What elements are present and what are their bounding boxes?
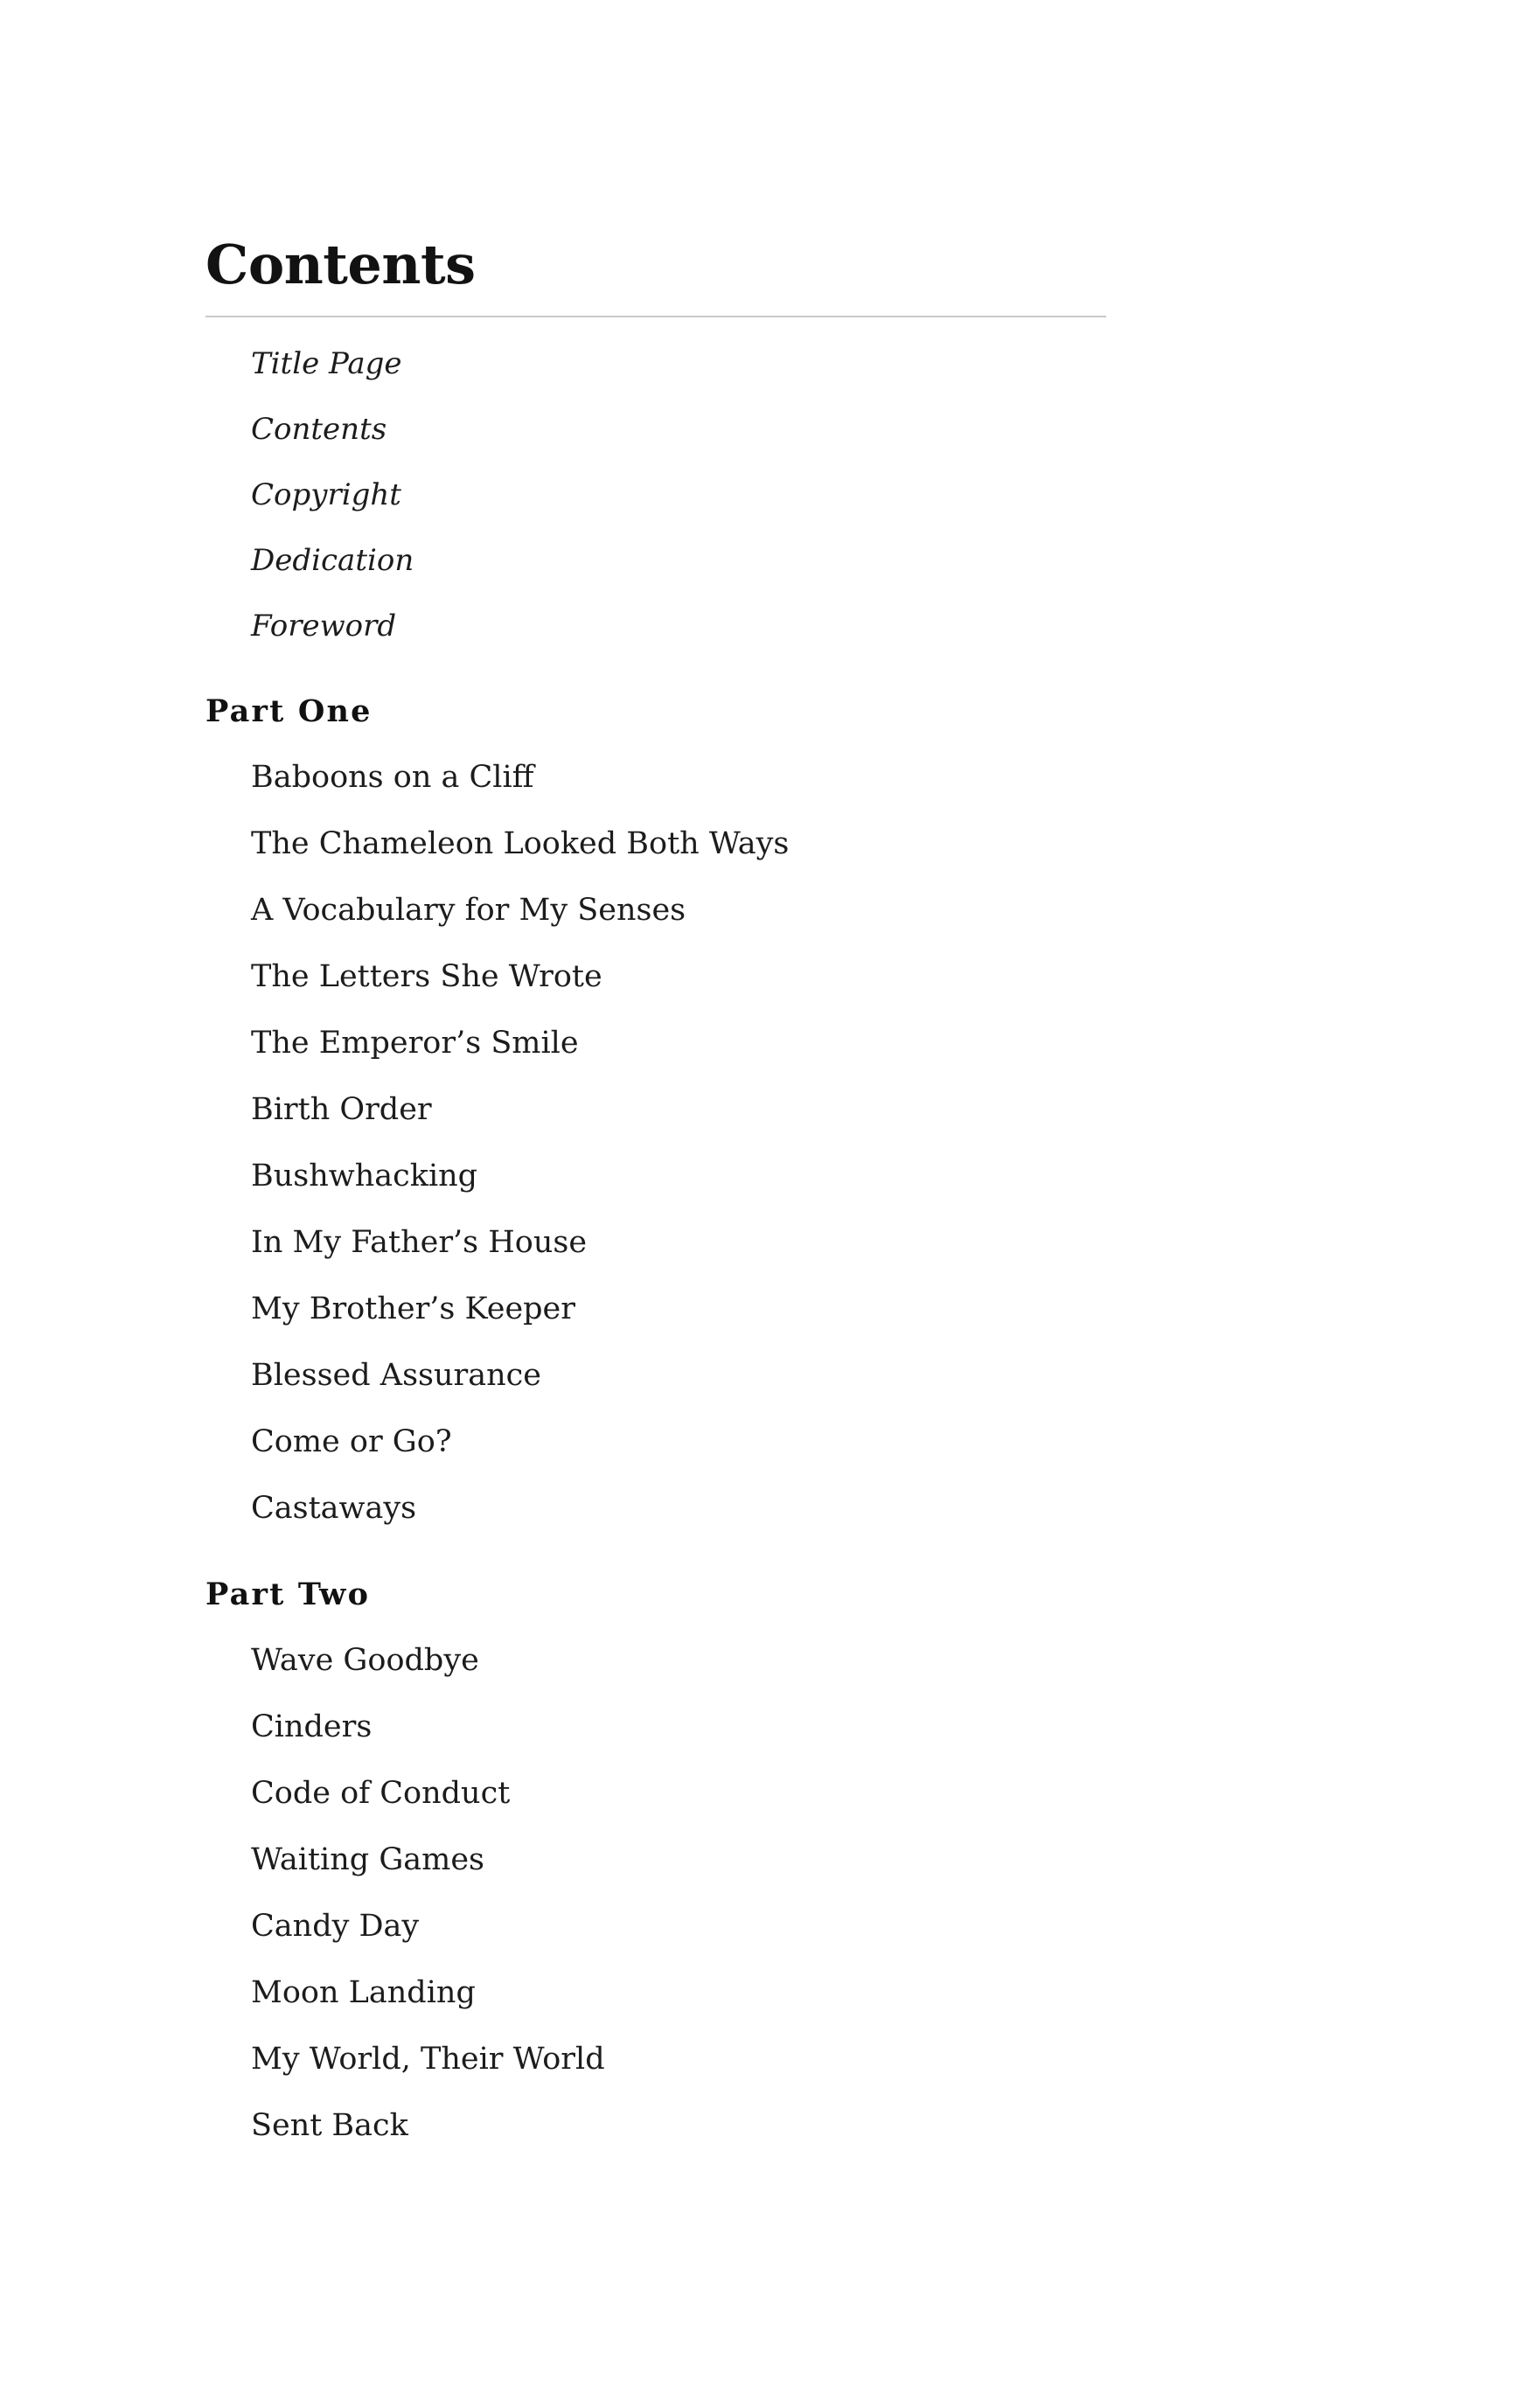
- toc-entry[interactable]: Cinders: [251, 1709, 373, 1745]
- toc-entry[interactable]: My Brother’s Keeper: [251, 1291, 576, 1327]
- toc-entry[interactable]: A Vocabulary for My Senses: [251, 893, 686, 929]
- toc-entry[interactable]: Title Page: [251, 346, 402, 382]
- toc-entry[interactable]: Blessed Assurance: [251, 1358, 541, 1394]
- part-heading-two: Part Two: [205, 1576, 371, 1613]
- toc-entry[interactable]: Code of Conduct: [251, 1776, 511, 1812]
- toc-entry[interactable]: Baboons on a Cliff: [251, 760, 534, 796]
- toc-entry[interactable]: Come or Go?: [251, 1424, 452, 1460]
- toc-entry[interactable]: Moon Landing: [251, 1975, 476, 2011]
- part-one-list: [205, 760, 1306, 1527]
- toc-entry[interactable]: Birth Order: [251, 1092, 432, 1128]
- front-matter-list: [205, 346, 1306, 644]
- toc-entry[interactable]: The Chameleon Looked Both Ways: [251, 826, 790, 862]
- toc-entry[interactable]: In My Father’s House: [251, 1225, 588, 1261]
- toc-entry[interactable]: The Emperor’s Smile: [251, 1026, 579, 1061]
- toc-entry[interactable]: My World, Their World: [251, 2042, 605, 2077]
- toc-entry[interactable]: Castaways: [251, 1491, 417, 1527]
- title-divider: [205, 316, 1106, 317]
- toc-entry[interactable]: Candy Day: [251, 1909, 420, 1945]
- part-heading-one: Part One: [205, 693, 373, 730]
- part-two-list: [205, 1643, 1306, 2144]
- toc-entry[interactable]: Dedication: [251, 543, 414, 579]
- toc-entry[interactable]: Waiting Games: [251, 1842, 485, 1878]
- page-title: Contents: [205, 233, 476, 296]
- toc-entry[interactable]: Bushwhacking: [251, 1159, 478, 1194]
- toc-entry[interactable]: Copyright: [251, 477, 401, 513]
- toc-entry[interactable]: Contents: [251, 412, 387, 448]
- toc-entry[interactable]: The Letters She Wrote: [251, 959, 602, 995]
- toc-entry[interactable]: Sent Back: [251, 2108, 408, 2144]
- toc-entry[interactable]: Foreword: [251, 609, 397, 644]
- toc-entry[interactable]: Wave Goodbye: [251, 1643, 479, 1679]
